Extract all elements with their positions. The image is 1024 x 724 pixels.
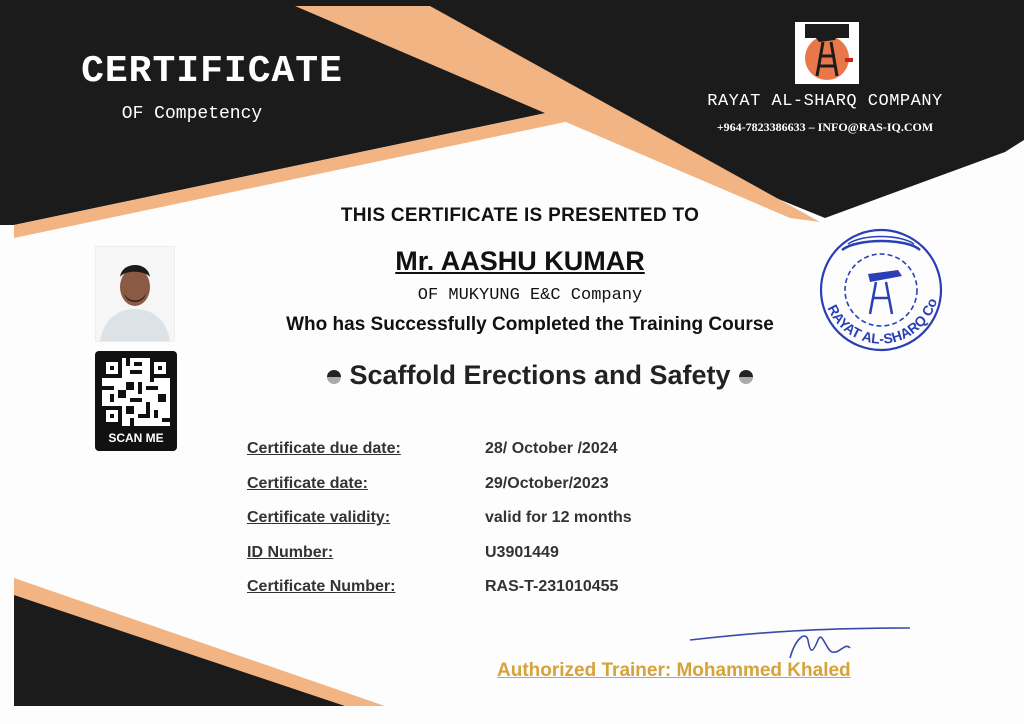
signature-mark bbox=[690, 628, 910, 658]
detail-row bbox=[247, 475, 747, 499]
bullet-icon bbox=[327, 370, 341, 384]
recipient-photo bbox=[95, 246, 175, 342]
certificate-subtitle: OF Competency bbox=[121, 104, 263, 124]
detail-value: U3901449 bbox=[485, 544, 559, 561]
recipient-name: Mr. AASHU KUMAR bbox=[395, 246, 645, 276]
detail-row bbox=[247, 440, 747, 464]
completed-line: Who has Successfully Completed the Training Course bbox=[286, 314, 774, 335]
detail-value: 28/ October /2024 bbox=[485, 440, 618, 457]
company-logo bbox=[795, 22, 859, 84]
recipient-organization: OF MUKYUNG E&C Company bbox=[417, 286, 643, 305]
gear-icon bbox=[845, 254, 917, 326]
certificate-title: CERTIFICATE bbox=[81, 50, 343, 93]
detail-label: Certificate date: bbox=[247, 475, 368, 492]
bullet-icon bbox=[739, 370, 753, 384]
company-contact: +964-7823386633 – INFO@RAS-IQ.COM bbox=[716, 120, 934, 134]
qr-scan-label: SCAN ME bbox=[108, 431, 164, 445]
course-title-row bbox=[270, 360, 810, 391]
detail-row bbox=[247, 509, 747, 533]
detail-label: Certificate validity: bbox=[247, 509, 391, 526]
detail-label: Certificate Number: bbox=[247, 578, 396, 595]
stamp-derrick-icon bbox=[870, 282, 892, 314]
detail-label: ID Number: bbox=[247, 544, 334, 561]
presented-to-heading: THIS CERTIFICATE IS PRESENTED TO bbox=[340, 205, 700, 226]
qr-code[interactable] bbox=[95, 351, 177, 451]
company-name: RAYAT AL-SHARQ COMPANY bbox=[707, 92, 943, 111]
course-title: Scaffold Erections and Safety bbox=[349, 360, 731, 390]
detail-value: 29/October/2023 bbox=[485, 475, 609, 492]
detail-row bbox=[247, 578, 747, 602]
detail-label: Certificate due date: bbox=[247, 440, 401, 457]
authorized-trainer: Authorized Trainer: Mohammed Khaled bbox=[497, 660, 851, 681]
qr-code-pattern bbox=[102, 358, 170, 426]
detail-value: RAS-T-231010455 bbox=[485, 578, 619, 595]
stamp-oil-pump-icon bbox=[868, 270, 902, 282]
stamp-text: RAYAT AL-SHARQ Co bbox=[824, 296, 941, 347]
detail-row bbox=[247, 544, 747, 568]
detail-value: valid for 12 months bbox=[485, 509, 632, 526]
logo-sun-icon bbox=[805, 36, 849, 80]
